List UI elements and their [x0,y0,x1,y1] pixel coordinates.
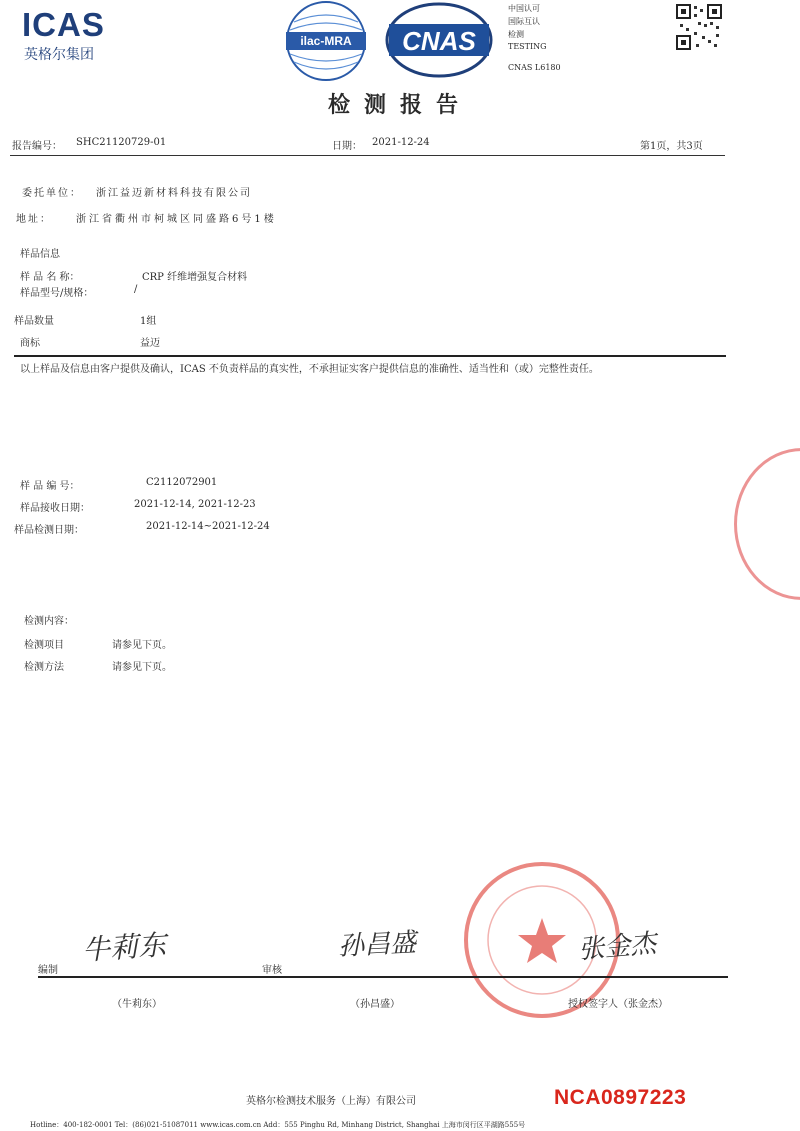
report-serial-number: NCA0897223 [554,1086,687,1109]
document-title: 检测报告 [327,92,472,118]
address-value: 浙江省衢州市柯城区同盛路6号1楼 [76,214,277,225]
test-method-label: 检测方法 [24,662,64,673]
ilac-text: ilac-MRA [300,34,352,48]
sample-info-divider [14,355,726,357]
header-divider [10,155,725,156]
reviewer-signature [337,922,417,963]
sample-name-value: CRP 纤维增强复合材料 [142,272,248,283]
page-indicator: 第1页，共3页 [640,141,703,152]
editor-signature-text: 牛莉东 [81,928,168,967]
editor-signature [81,923,168,969]
signature-line [38,976,728,978]
reviewer-name: （孙昌盛） [350,999,400,1010]
cnas-cert-line-5: CNAS L6180 [508,63,561,72]
approver-label: 授权签字人（张金杰） [568,999,668,1010]
sample-model-value: / [134,284,138,295]
report-date-label: 日期： [332,141,362,152]
approver-signature-text: 张金杰 [577,928,658,966]
sample-model-label: 样品型号/规格： [20,288,94,299]
client-label: 委托单位： [22,188,82,199]
test-item-value: 请参见下页。 [112,640,172,651]
test-content-heading: 检测内容： [24,616,74,627]
cnas-cert-line-1: 中国认可 [508,4,540,13]
sample-brand-label: 商标 [20,338,40,349]
footer-company: 英格尔检测技术服务（上海）有限公司 [246,1096,416,1107]
address-label: 地址： [16,214,52,225]
editor-label: 编制 [38,965,58,976]
cnas-cert-line-3: 检测 [508,30,524,39]
disclaimer-notice: 以上样品及信息由客户提供及确认，ICAS 不负责样品的真实性，不承担证实客户提供信息的准确性、适当性和（或）完整性责任。 [20,364,599,375]
sample-brand-value: 益迈 [140,338,160,349]
qr-code [676,4,722,50]
ilac-mra-logo [280,0,372,82]
footer-contact-line: Hotline：400-182-0001 Tel：(86)021-51087011 www.icas.com.cn Add：555 Pinghu Rd, Minhang District, Shanghai 上海市闵行区平湖路555号 [30,1121,526,1129]
sample-received-value: 2021-12-14, 2021-12-23 [134,499,256,510]
sample-quantity-label: 样品数量 [14,316,54,327]
sample-tested-value: 2021-12-14~2021-12-24 [146,521,270,532]
cnas-cert-line-4: TESTING [508,42,547,51]
sample-tested-label: 样品检测日期： [14,525,84,536]
sample-number-value: C2112072901 [146,477,218,488]
reviewer-signature-text: 孙昌盛 [337,927,417,963]
cnas-logo [385,2,493,78]
sample-name-label: 样 品 名 称： [20,272,80,283]
client-value: 浙江益迈新材料科技有限公司 [96,188,252,199]
sample-quantity-value: 1组 [140,316,157,327]
reviewer-label: 审核 [262,965,282,976]
cnas-text: CNAS [402,26,476,56]
sample-number-label: 样 品 编 号： [20,481,80,492]
editor-name: （牛莉东） [112,999,162,1010]
report-number: SHC21120729-01 [76,137,167,148]
sample-received-label: 样品接收日期： [20,503,90,514]
report-number-label: 报告编号： [12,141,62,152]
sample-info-heading: 样品信息 [20,249,60,260]
approver-signature [577,923,658,967]
report-date: 2021-12-24 [372,137,430,148]
edge-seal-stamp [734,448,800,600]
icas-logo: ICAS [22,6,105,43]
icas-logo-subtitle: 英格尔集团 [24,47,94,63]
test-method-value: 请参见下页。 [112,662,172,673]
cnas-cert-line-2: 国际互认 [508,17,540,26]
test-item-label: 检测项目 [24,640,64,651]
